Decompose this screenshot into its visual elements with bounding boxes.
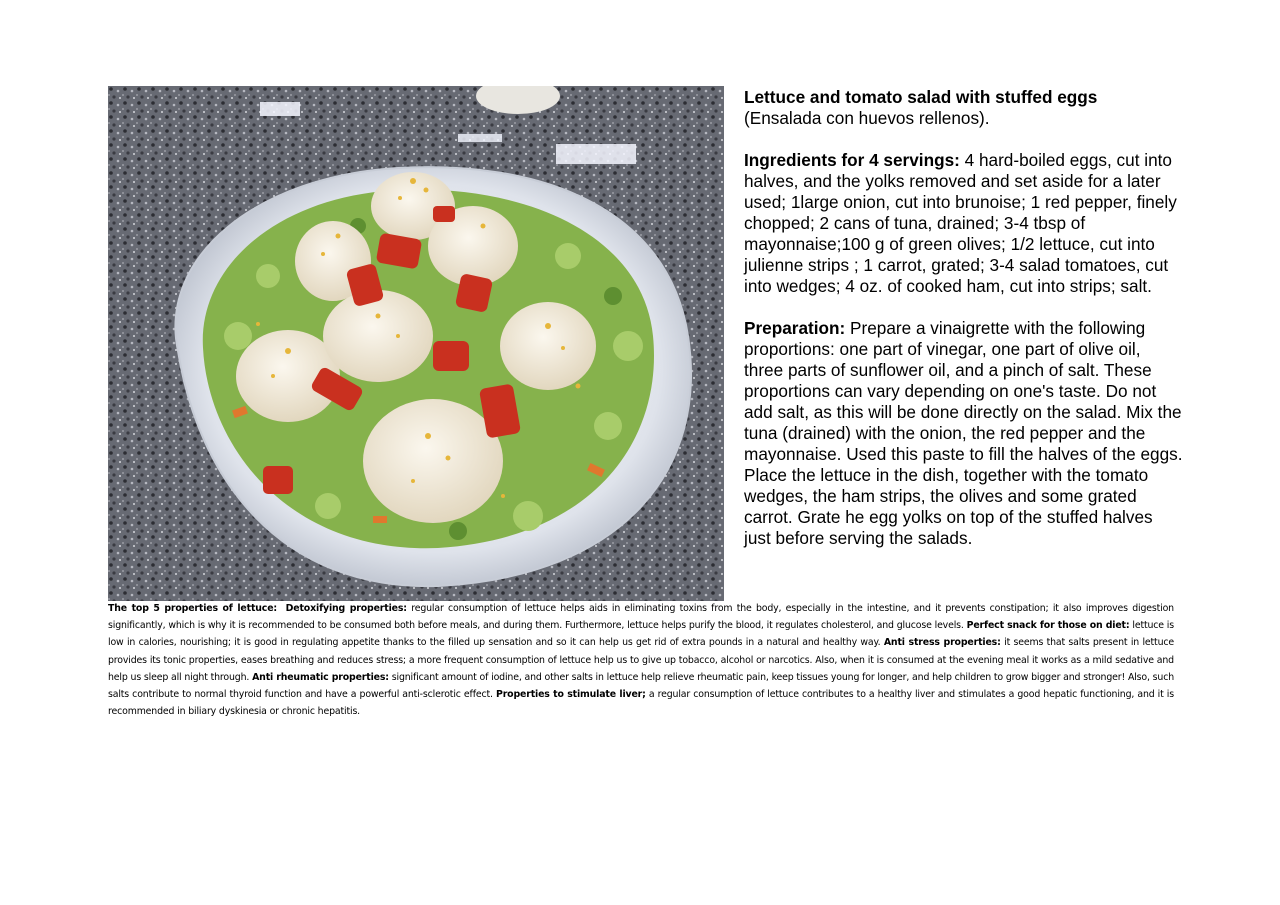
diet-text: lettuce is low in calories, nourishing; it is good in regulating appetite thanks to the filled up sensation and so it can help us get rid of extra pounds in a natural and healthy way. (108, 620, 1175, 649)
recipe-text (744, 87, 1184, 549)
liver-label: Properties to stimulate liver; (495, 689, 646, 701)
salad-photo (108, 86, 724, 601)
stress-text: it seems that salts present in lettuce provides its tonic properties, eases breathing and reduces stress; a more frequent consumption of lettuce help us to give up tobacco, alcohol or narcotics. Also, when it is consumed at the evening meal it works as a mild sedative and help us sleep all night through. (108, 637, 1174, 683)
detox-label: Detoxifying properties: (285, 603, 407, 614)
recipe-title-block (744, 87, 1184, 129)
properties-heading: The top 5 properties of lettuce: (108, 603, 278, 614)
ingredients-paragraph (744, 150, 1184, 297)
preparation-text: Prepare a vinaigrette with the following proportions: one part of vinegar, one part of olive oil, three parts of sunflower oil, and a pinch of salt. These proportions can vary depending on one's taste. Do not add salt, as this will be done directly on the salad. Mix the tuna (drained) with the onion, the red pepper and the mayonnaise. Used this paste to fill the halves of the eggs. Place the lettuce in the dish, together with the tomato wedges, the ham strips, the olives and some grated carrot. Grate he egg yolks on top of the stuffed halves just before serving the salads. (744, 318, 1183, 548)
recipe-subtitle: (Ensalada con huevos rellenos). (744, 108, 990, 128)
liver-text: a regular consumption of lettuce contributes to a healthy liver and stimulates a good hepatic functioning, and it is recommended in biliary dyskinesia or chronic hepatitis. (108, 689, 1174, 718)
recipe-title: Lettuce and tomato salad with stuffed eggs (744, 87, 1098, 107)
lettuce-properties (108, 600, 1174, 720)
preparation-label: Preparation: (744, 318, 846, 338)
ingredients-text: 4 hard-boiled eggs, cut into halves, and the yolks removed and set aside for a later used; 1large onion, cut into brunoise; 1 red pepper, finely chopped; 2 cans of tuna, drained; 3-4 tbsp of mayonnaise;100 g of green olives; 1/2 lettuce, cut into julienne strips ; 1 carrot, grated; 3-4 salad tomatoes, cut into wedges; 4 oz. of cooked ham, cut into strips; salt. (744, 150, 1177, 296)
salad-illustration (108, 86, 724, 601)
ingredients-label: Ingredients for 4 servings: (744, 150, 960, 170)
rheumatic-text: significant amount of iodine, and other salts in lettuce help relieve rheumatic pain, keep tissues young for longer, and help children to grow bigger and stronger! Also, such salts contribute to normal thyroid function and have a powerful anti-sclerotic effect. (108, 671, 1174, 701)
rheumatic-label: Anti rheumatic properties: (252, 671, 389, 683)
stress-label: Anti stress properties: (883, 637, 1001, 649)
properties-paragraph (108, 600, 1174, 720)
preparation-paragraph (744, 318, 1184, 549)
detox-text: regular consumption of lettuce helps aids in eliminating toxins from the body, especially in the intestine, and it prevents constipation; it also improves digestion significantly, which is why it is recommended to be consumed both before meals, and during them. Furthermore, lettuce helps purify the blood, it regulates cholesterol, and glucose levels. (108, 603, 1174, 632)
diet-label: Perfect snack for those on diet: (966, 620, 1130, 632)
